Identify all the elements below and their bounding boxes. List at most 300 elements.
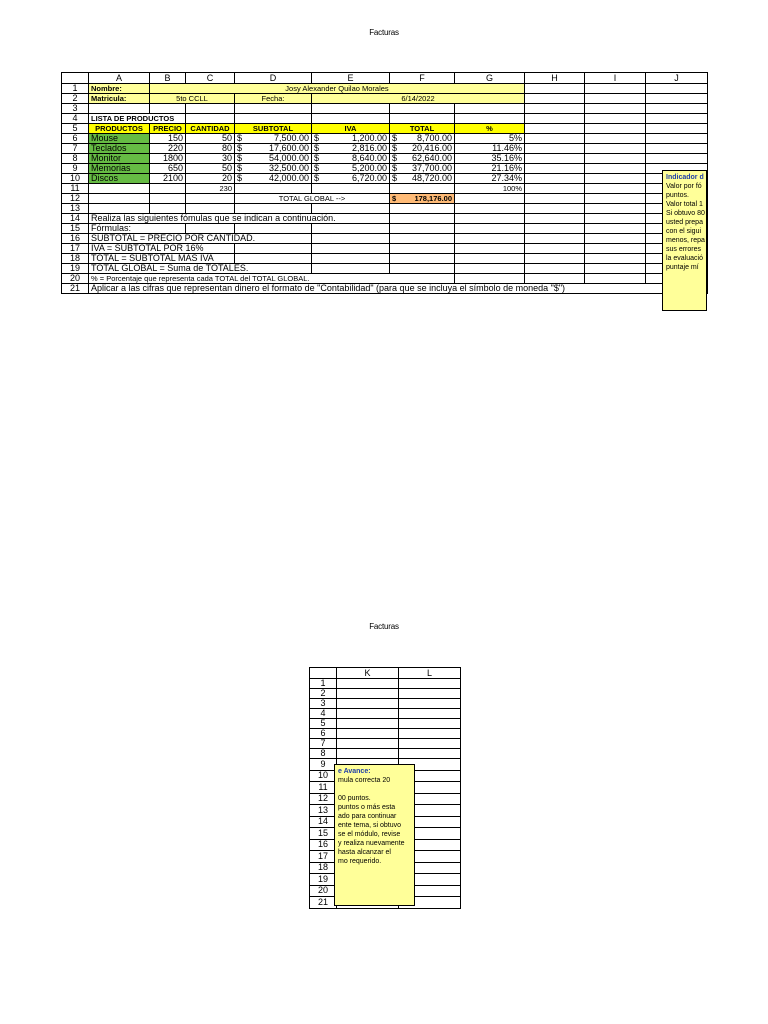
cell[interactable] (337, 689, 399, 699)
nombre-label-cell[interactable]: Nombre: (89, 84, 150, 94)
cell[interactable] (89, 104, 150, 114)
subtotal-value: 54,000.00 (268, 153, 309, 163)
cell[interactable] (337, 749, 399, 759)
cell[interactable] (525, 164, 585, 174)
cell[interactable] (585, 114, 646, 124)
row-header[interactable]: 9 (62, 164, 89, 174)
total-global-value: 178,176.00 (414, 194, 452, 203)
row-header[interactable]: 3 (310, 699, 337, 709)
table-row (62, 104, 708, 114)
note-line: con el sigui (666, 228, 702, 235)
note-line (338, 785, 411, 794)
cell[interactable] (525, 104, 585, 114)
cell[interactable] (455, 264, 525, 274)
row-header[interactable]: 4 (310, 709, 337, 719)
instruction-cell[interactable]: Fórmulas: (89, 224, 186, 234)
cell[interactable] (399, 689, 461, 699)
cell[interactable] (390, 264, 455, 274)
cell[interactable] (585, 204, 646, 214)
iva-value: 6,720.00 (351, 173, 387, 183)
row-header[interactable]: 10 (310, 770, 337, 782)
lista-productos-label[interactable]: LISTA DE PRODUCTOS (89, 114, 186, 124)
cell[interactable] (337, 679, 399, 689)
cell[interactable] (399, 729, 461, 739)
subtotal-cell[interactable] (235, 134, 312, 144)
product-row (62, 164, 708, 174)
column-header[interactable]: I (585, 73, 646, 84)
row-header[interactable]: 13 (62, 204, 89, 214)
note-line: la evaluació (666, 255, 703, 262)
column-header[interactable]: C (186, 73, 235, 84)
cell[interactable] (235, 104, 312, 114)
currency-symbol: $ (314, 133, 320, 143)
row-header[interactable]: 7 (62, 144, 89, 154)
row-header[interactable]: 6 (62, 134, 89, 144)
subtotal-cell[interactable] (235, 164, 312, 174)
cell[interactable] (89, 184, 150, 194)
cell[interactable] (455, 104, 525, 114)
corner-cell[interactable] (310, 668, 337, 679)
cell[interactable] (525, 244, 585, 254)
cell[interactable] (525, 94, 585, 104)
note-line: Indicador d (666, 174, 704, 181)
row-header[interactable]: 2 (310, 689, 337, 699)
note-line: 00 puntos. (338, 795, 371, 802)
cell[interactable] (186, 194, 235, 204)
cantidad-cell[interactable]: 80 (186, 144, 235, 154)
row-header[interactable]: 11 (310, 782, 337, 794)
table-row (62, 84, 708, 94)
column-header[interactable]: E (312, 73, 390, 84)
currency-symbol: $ (392, 143, 398, 153)
cell[interactable] (646, 144, 708, 154)
currency-symbol: $ (314, 173, 320, 183)
cell[interactable] (399, 719, 461, 729)
table-row (62, 94, 708, 104)
total-cell[interactable] (390, 164, 455, 174)
cell[interactable] (89, 204, 150, 214)
iva-value: 2,816.00 (351, 143, 387, 153)
cell[interactable] (525, 274, 585, 284)
table-row (62, 244, 708, 254)
cantidad-cell[interactable]: 30 (186, 154, 235, 164)
subtotal-value: 32,500.00 (268, 163, 309, 173)
cell[interactable] (646, 154, 708, 164)
iva-cell[interactable] (312, 134, 390, 144)
note-line: usted prepa (666, 219, 703, 226)
cell[interactable] (399, 709, 461, 719)
note-line: puntos. (666, 192, 689, 199)
cell[interactable] (585, 154, 646, 164)
table-row (310, 719, 461, 729)
subtotal-cell[interactable] (235, 174, 312, 184)
total-value: 20,416.00 (411, 143, 452, 153)
pct-cell[interactable]: 5% (455, 134, 525, 144)
total-cell[interactable] (390, 134, 455, 144)
iva-value: 5,200.00 (351, 163, 387, 173)
header-productos[interactable]: PRODUCTOS (89, 124, 150, 134)
row-header[interactable]: 13 (310, 805, 337, 817)
cell[interactable] (337, 729, 399, 739)
header-pct[interactable]: % (455, 124, 525, 134)
cell[interactable] (455, 254, 525, 264)
row-header[interactable]: 16 (310, 839, 337, 851)
cell[interactable] (235, 184, 312, 194)
indicator-comment-note-page2[interactable] (334, 764, 415, 906)
note-line: hasta alcanzar el (338, 849, 391, 856)
row-header[interactable]: 4 (62, 114, 89, 124)
cell[interactable] (646, 134, 708, 144)
pct-cell[interactable]: 35.16% (455, 154, 525, 164)
row-header[interactable]: 19 (62, 264, 89, 274)
table-row (62, 184, 708, 194)
row-header[interactable]: 21 (62, 284, 89, 294)
cell[interactable] (585, 134, 646, 144)
cell[interactable] (585, 194, 646, 204)
row-header[interactable]: 5 (62, 124, 89, 134)
cell[interactable] (390, 234, 455, 244)
indicator-comment-note[interactable] (662, 170, 707, 311)
currency-symbol: $ (237, 163, 243, 173)
iva-cell[interactable] (312, 154, 390, 164)
total-value: 8,700.00 (416, 133, 452, 143)
cell[interactable] (455, 274, 525, 284)
table-row (62, 224, 708, 234)
cell[interactable] (525, 214, 585, 224)
currency-symbol: $ (314, 153, 320, 163)
row-header[interactable]: 5 (310, 719, 337, 729)
cell[interactable] (455, 244, 525, 254)
row-header[interactable]: 8 (62, 154, 89, 164)
row-header[interactable]: 18 (310, 862, 337, 874)
cell[interactable] (150, 104, 186, 114)
total-cell[interactable] (390, 144, 455, 154)
cell[interactable] (455, 214, 525, 224)
pct-cell[interactable]: 21.16% (455, 164, 525, 174)
product-name-cell[interactable]: Discos (89, 174, 150, 184)
currency-symbol: $ (392, 194, 397, 203)
cantidad-cell[interactable]: 50 (186, 164, 235, 174)
row-header[interactable]: 15 (62, 224, 89, 234)
cell[interactable] (312, 224, 390, 234)
cell[interactable] (235, 204, 312, 214)
column-header-row (62, 73, 708, 84)
iva-cell[interactable] (312, 174, 390, 184)
cell[interactable] (312, 264, 390, 274)
row-header[interactable]: 8 (310, 749, 337, 759)
cell[interactable] (390, 114, 455, 124)
cell[interactable] (646, 114, 708, 124)
precio-cell[interactable]: 2100 (150, 174, 186, 184)
note-line: puntaje mí (666, 264, 699, 271)
column-header[interactable]: K (337, 668, 399, 679)
cell[interactable] (646, 94, 708, 104)
cell[interactable] (186, 204, 235, 214)
cell[interactable] (455, 224, 525, 234)
row-header[interactable]: 19 (310, 874, 337, 886)
cell[interactable] (312, 254, 390, 264)
cell[interactable] (585, 184, 646, 194)
cell[interactable] (337, 719, 399, 729)
column-header[interactable]: A (89, 73, 150, 84)
cell[interactable] (390, 214, 455, 224)
row-header[interactable]: 20 (310, 885, 337, 897)
subtotal-value: 17,600.00 (268, 143, 309, 153)
cell[interactable] (585, 84, 646, 94)
iva-cell[interactable] (312, 144, 390, 154)
row-header[interactable]: 16 (62, 234, 89, 244)
cell[interactable] (525, 224, 585, 234)
note-line: e Avance: (338, 768, 371, 775)
cell[interactable] (455, 114, 525, 124)
subtotal-value: 42,000.00 (268, 173, 309, 183)
row-header[interactable]: 9 (310, 759, 337, 771)
cell[interactable] (186, 114, 235, 124)
corner-cell[interactable] (62, 73, 89, 84)
row-header[interactable]: 17 (62, 244, 89, 254)
row-header[interactable]: 20 (62, 274, 89, 284)
instruction-cell[interactable]: % = Porcentaje que representa cada TOTAL del TOTAL GLOBAL. (89, 274, 455, 284)
spreadsheet-grid (61, 72, 708, 294)
cell[interactable] (399, 679, 461, 689)
cell[interactable] (235, 244, 312, 254)
cell[interactable] (525, 194, 585, 204)
header-iva[interactable]: IVA (312, 124, 390, 134)
precio-cell[interactable]: 220 (150, 144, 186, 154)
cell[interactable] (525, 114, 585, 124)
table-row (62, 204, 708, 214)
cell[interactable] (525, 234, 585, 244)
row-header[interactable]: 18 (62, 254, 89, 264)
cell[interactable] (337, 699, 399, 709)
cell[interactable] (150, 184, 186, 194)
row-header[interactable]: 15 (310, 828, 337, 840)
total-cell[interactable] (390, 154, 455, 164)
cell[interactable] (399, 749, 461, 759)
cell[interactable] (235, 114, 312, 124)
cell[interactable] (525, 134, 585, 144)
cell[interactable] (585, 224, 646, 234)
cell[interactable] (337, 709, 399, 719)
total-value: 37,700.00 (411, 163, 452, 173)
precio-cell[interactable]: 650 (150, 164, 186, 174)
table-row (310, 689, 461, 699)
row-header[interactable]: 1 (62, 84, 89, 94)
page-title: Facturas (369, 28, 399, 37)
cell[interactable] (337, 739, 399, 749)
iva-value: 1,200.00 (351, 133, 387, 143)
cell[interactable] (525, 144, 585, 154)
table-row (62, 234, 708, 244)
cell[interactable] (585, 174, 646, 184)
cell[interactable] (312, 104, 390, 114)
row-header[interactable]: 3 (62, 104, 89, 114)
cell[interactable] (390, 104, 455, 114)
iva-cell[interactable] (312, 164, 390, 174)
cell[interactable] (390, 224, 455, 234)
cell[interactable] (585, 254, 646, 264)
currency-symbol: $ (314, 163, 320, 173)
row-header[interactable]: 14 (310, 816, 337, 828)
cell[interactable] (525, 264, 585, 274)
row-header[interactable]: 2 (62, 94, 89, 104)
row-header[interactable]: 10 (62, 174, 89, 184)
cell[interactable] (585, 244, 646, 254)
cell[interactable] (150, 204, 186, 214)
cell[interactable] (585, 264, 646, 274)
instruction-cell[interactable]: Realiza las siguientes fómulas que se indican a continuación. (89, 214, 390, 224)
currency-symbol: $ (237, 143, 243, 153)
product-name-cell[interactable]: Memorias (89, 164, 150, 174)
cell[interactable] (525, 254, 585, 264)
cantidad-cell[interactable]: 20 (186, 174, 235, 184)
column-header[interactable]: J (646, 73, 708, 84)
cell[interactable] (525, 84, 585, 94)
table-row (62, 194, 708, 204)
cell[interactable] (312, 204, 390, 214)
total-value: 48,720.00 (411, 173, 452, 183)
note-line: mula correcta 20 (338, 777, 391, 784)
subtotal-cell[interactable] (235, 144, 312, 154)
table-row (62, 114, 708, 124)
cell[interactable] (585, 214, 646, 224)
instruction-cell[interactable]: TOTAL = SUBTOTAL MAS IVA (89, 254, 235, 264)
page-title: Facturas (369, 622, 399, 631)
cell[interactable] (89, 194, 150, 204)
header-total[interactable]: TOTAL (390, 124, 455, 134)
total-global-label[interactable]: TOTAL GLOBAL --> (235, 194, 390, 204)
product-name-cell[interactable]: Monitor (89, 154, 150, 164)
note-line: Valor total 1 (666, 201, 703, 208)
cell[interactable] (390, 184, 455, 194)
matricula-value-cell[interactable]: 5to CCLL (150, 94, 235, 104)
currency-symbol: $ (392, 153, 398, 163)
cell[interactable] (646, 84, 708, 94)
cell[interactable] (235, 224, 312, 234)
matricula-label-cell[interactable]: Matricula: (89, 94, 150, 104)
cell[interactable] (390, 244, 455, 254)
table-row (310, 749, 461, 759)
row-header[interactable]: 6 (310, 729, 337, 739)
table-row (62, 264, 708, 274)
instruction-cell[interactable]: TOTAL GLOBAL = Suma de TOTALES. (89, 264, 312, 274)
cell[interactable] (525, 174, 585, 184)
note-line: mo requerido. (338, 858, 382, 865)
currency-symbol: $ (314, 143, 320, 153)
cell[interactable] (390, 254, 455, 264)
cell[interactable] (585, 104, 646, 114)
precio-cell[interactable]: 1800 (150, 154, 186, 164)
header-cantidad[interactable]: CANTIDAD (186, 124, 235, 134)
cell[interactable] (585, 94, 646, 104)
cell[interactable] (399, 699, 461, 709)
cantidad-total-cell[interactable]: 230 (186, 184, 235, 194)
table-row (310, 679, 461, 689)
cell[interactable] (585, 274, 646, 284)
cell[interactable] (455, 194, 525, 204)
total-cell[interactable] (390, 174, 455, 184)
column-header[interactable]: G (455, 73, 525, 84)
cantidad-cell[interactable]: 50 (186, 134, 235, 144)
product-name-cell[interactable]: Teclados (89, 144, 150, 154)
header-precio[interactable]: PRECIO (150, 124, 186, 134)
row-header[interactable]: 12 (310, 793, 337, 805)
column-header[interactable]: L (399, 668, 461, 679)
product-name-cell[interactable]: Mouse (89, 134, 150, 144)
cell[interactable] (525, 124, 585, 134)
cell[interactable] (312, 234, 390, 244)
cell[interactable] (150, 194, 186, 204)
cell[interactable] (525, 154, 585, 164)
row-header[interactable]: 14 (62, 214, 89, 224)
currency-symbol: $ (237, 173, 243, 183)
table-row (310, 699, 461, 709)
currency-symbol: $ (237, 153, 243, 163)
subtotal-cell[interactable] (235, 154, 312, 164)
note-line: sus errores (666, 246, 702, 253)
note-line: puntos o más esta (338, 804, 396, 811)
fecha-value-cell[interactable]: 6/14/2022 (312, 94, 525, 104)
table-row (310, 739, 461, 749)
column-header[interactable]: D (235, 73, 312, 84)
fecha-label-cell[interactable]: Fecha: (235, 94, 312, 104)
row-header[interactable]: 17 (310, 851, 337, 863)
cell[interactable] (585, 164, 646, 174)
cell[interactable] (585, 124, 646, 134)
column-header[interactable]: F (390, 73, 455, 84)
table-header-row (62, 124, 708, 134)
cell[interactable] (312, 114, 390, 124)
row-header[interactable]: 7 (310, 739, 337, 749)
cell[interactable] (585, 234, 646, 244)
cell[interactable] (455, 234, 525, 244)
column-header[interactable]: B (150, 73, 186, 84)
cell[interactable] (186, 104, 235, 114)
cell[interactable] (186, 224, 235, 234)
row-header[interactable]: 12 (62, 194, 89, 204)
product-row (62, 154, 708, 164)
cell[interactable] (399, 739, 461, 749)
note-line: Si obtuvo 80 (666, 210, 705, 217)
cell[interactable] (312, 184, 390, 194)
cell[interactable] (312, 244, 390, 254)
cell[interactable] (525, 184, 585, 194)
currency-symbol: $ (392, 163, 398, 173)
header-subtotal[interactable]: SUBTOTAL (235, 124, 312, 134)
pct-total-cell[interactable]: 100% (455, 184, 525, 194)
instruction-cell[interactable]: Aplicar a las cifras que representan dinero el formato de "Contabilidad" (para que se incluya el símbolo de moneda "$") (89, 284, 708, 294)
cell[interactable] (585, 144, 646, 154)
row-header[interactable]: 11 (62, 184, 89, 194)
total-global-cell[interactable] (390, 194, 455, 204)
cell[interactable] (525, 204, 585, 214)
row-header[interactable]: 21 (310, 897, 337, 909)
nombre-value-cell[interactable]: Josy Alexander Quilao Morales (150, 84, 525, 94)
row-header[interactable]: 1 (310, 679, 337, 689)
instruction-cell[interactable]: SUBTOTAL = PRECIO POR CANTIDAD. (89, 234, 312, 244)
instruction-cell[interactable]: IVA = SUBTOTAL POR 16% (89, 244, 235, 254)
pct-cell[interactable]: 27.34% (455, 174, 525, 184)
cell[interactable] (235, 254, 312, 264)
cell[interactable] (646, 124, 708, 134)
cell[interactable] (646, 104, 708, 114)
pct-cell[interactable]: 11.46% (455, 144, 525, 154)
cell[interactable] (455, 204, 525, 214)
precio-cell[interactable]: 150 (150, 134, 186, 144)
note-line: ente tema, si obtuvo (338, 822, 402, 829)
column-header[interactable]: H (525, 73, 585, 84)
cell[interactable] (390, 204, 455, 214)
